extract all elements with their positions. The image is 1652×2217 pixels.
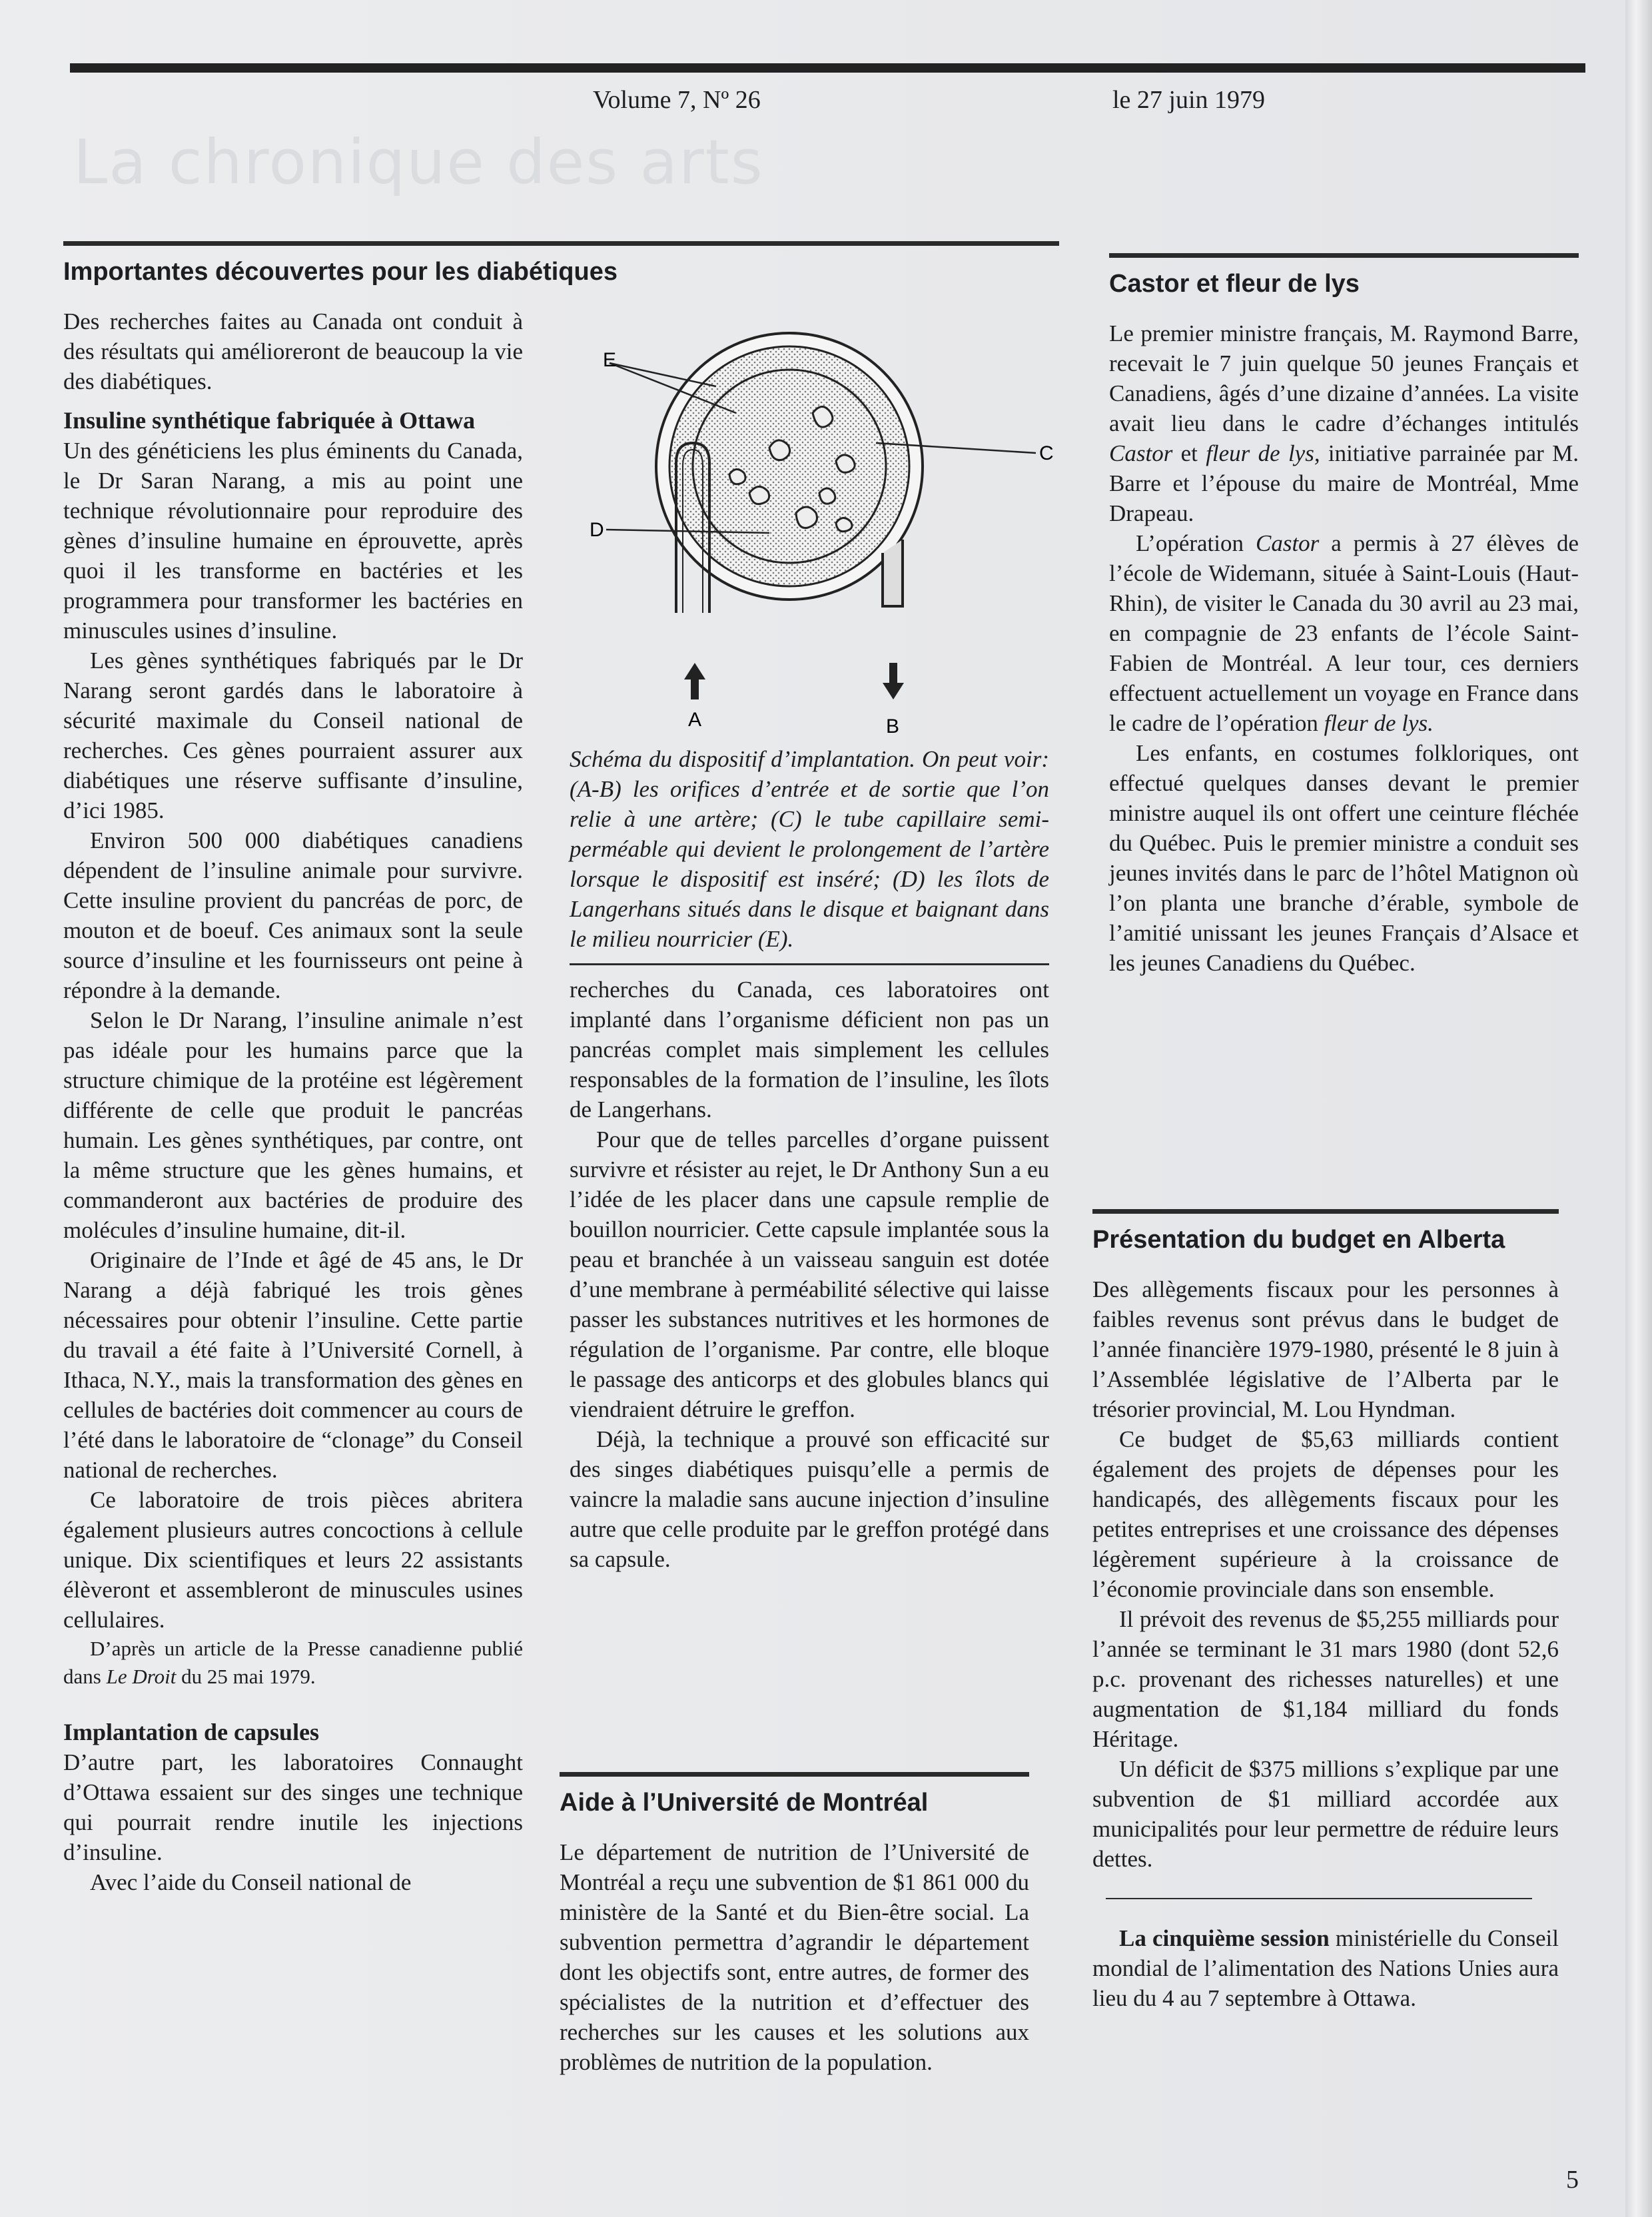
issue-date: le 27 juin 1979 xyxy=(1112,86,1266,114)
paragraph xyxy=(1109,318,1579,528)
masthead-rule xyxy=(70,63,1585,73)
paragraph: recherches du Canada, ces laboratoires ont implanté dans l’organisme déficient non pas un pancréas complet mais simplement les cellules responsables de la formation de l’insuline, les îlots de Langerhans. xyxy=(570,977,1049,1122)
article-title-alberta: Présentation du budget en Alberta xyxy=(1092,1226,1505,1254)
figure-caption: Schéma du dispositif d’implantation. On peut voir: (A-B) les orifices d’entrée et de sortie que l’on relie à une artère; (C) le tube capillaire semi-perméable qui devient le prolongement de l’artère lorsque le dispositif est inséré; (D) les îlots de Langerhans situés dans le disque et baignant dans le milieu nourricier (E). xyxy=(570,746,1049,952)
article-rule xyxy=(560,1772,1029,1777)
article-castor xyxy=(1109,253,1579,978)
issue-volume: Volume 7, Nº 26 xyxy=(593,86,761,114)
paragraph: Déjà, la technique a prouvé son efficacité sur des singes diabétiques puisqu’elle a permis de vaincre la maladie sans aucune injection d’insuline autre que celle produite par le greffon protégé dans sa capsule. xyxy=(570,1426,1049,1572)
text-run: ministérielle du Conseil mondial de l’alimentation des Nations Unies aura lieu du 4 au 7 septembre à Ottawa. xyxy=(1092,1925,1559,2011)
inlet-arrow-icon xyxy=(684,663,705,699)
bold-lead: La cinquième session xyxy=(1119,1925,1330,1951)
article-title-montreal: Aide à l’Université de Montréal xyxy=(560,1789,929,1817)
outlet-arrow-icon xyxy=(883,663,904,699)
paragraph: Il prévoit des revenus de $5,255 milliards pour l’année se terminant le 31 mars 1980 (dont 52,6 p.c. provenant des richesses naturelles) et une augmentation de $1,184 milliard du fonds Héritage. xyxy=(1092,1606,1559,1752)
capsule-disc xyxy=(693,370,886,563)
page-edge xyxy=(1625,0,1652,2217)
label-d: D xyxy=(590,519,604,541)
separator-rule xyxy=(1106,1898,1532,1899)
paragraph: Ce budget de $5,63 milliards contient également des projets de dépenses pour les handicapés, des allègements fiscaux pour les petites entreprises et une croissance des dépenses légèrement supérieure à la croissance de l’économie provinciale dans son ensemble. xyxy=(1092,1426,1559,1602)
paragraph-fao xyxy=(1092,1923,1559,2013)
subheading-capsules: Implantation de capsules xyxy=(63,1719,320,1745)
implant-diagram xyxy=(570,300,1054,739)
article-alberta xyxy=(1092,1209,1559,2013)
paragraph: Le département de nutrition de l’Université de Montréal a reçu une subvention de $1 861 000 du ministère de la Santé et du Bien-être social. La subvention permettra d’agrandir le département dont les objectifs sont, entre autres, de former des spécialistes de la nutrition et d’effectuer des recherches sur les causes et les solutions aux problèmes de nutrition de la population. xyxy=(560,1839,1029,2075)
text-run: et xyxy=(1172,440,1206,466)
text-run: a permis à 27 élèves de l’école de Widemann, située à Saint-Louis (Haut-Rhin), de visiter le Canada du 30 avril au 23 mai, en compagnie de 23 enfants de l’école Saint-Fabien de Montréal. A leur tour, ces derniers effectuent actuellement un voyage en France dans le cadre de l’opération xyxy=(1109,530,1579,736)
italic-castor: Castor xyxy=(1109,440,1173,466)
caption-rule xyxy=(570,963,1049,965)
article-montreal xyxy=(560,1772,1029,2077)
paragraph xyxy=(1109,528,1579,738)
italic-fleur: fleur de lys. xyxy=(1324,710,1434,736)
text-run: L’opération xyxy=(1136,530,1256,556)
article-title-castor: Castor et fleur de lys xyxy=(1109,270,1360,298)
paragraph: Selon le Dr Narang, l’insuline animale n’est pas idéale pour les humains parce que la structure chimique de la protéine est légèrement différente de celle que produit le pancréas humain. Les gènes synthétiques, par contre, ont la même structure que les gènes humains, et commanderont aux bactéries de produire des molécules d’insuline humaine, dit-il. xyxy=(63,1007,523,1243)
paragraph: Les enfants, en costumes folkloriques, ont effectué quelques danses devant le premier ministre auquel ils ont offert une ceinture fléchée du Québec. Puis le premier ministre a conduit ses jeunes invités dans le parc de l’hôtel Matignon où l’on planta une branche d’érable, symbole de l’amitié unissant les jeunes Français d’Alsace et les jeunes Canadiens du Québec. xyxy=(1109,740,1579,976)
paragraph: Environ 500 000 diabétiques canadiens dépendent de l’insuline animale pour survivre. Cette insuline provient du pancréas de porc, de mouton et de boeuf. Ces animaux sont la seule source d’insuline et les fournisseurs ont peine à répondre à la demande. xyxy=(63,827,523,1003)
column-left xyxy=(63,241,618,1897)
show-through-title: La chronique des arts xyxy=(73,127,764,198)
label-a: A xyxy=(688,709,702,731)
article-rule xyxy=(1092,1209,1559,1214)
paragraph: D’autre part, les laboratoires Connaught d’Ottawa essaient sur des singes une technique qui pourrait rendre inutile les injections d’insuline. xyxy=(63,1749,523,1865)
paragraph: Avec l’aide du Conseil national de xyxy=(90,1869,412,1895)
article-title-diabetes: Importantes découvertes pour les diabétiques xyxy=(63,258,618,286)
text-run: Le premier ministre français, M. Raymond Barre, recevait le 7 juin quelque 50 jeunes Français et Canadiens, âgés d’une dizaine d’années. La visite avait lieu dans le cadre d’échanges intitulés xyxy=(1109,320,1579,436)
page-number: 5 xyxy=(1566,2166,1579,2194)
label-b: B xyxy=(886,715,900,737)
paragraph: Des allègements fiscaux pour les personnes à faibles revenus sont prévus dans le budget de l’année financière 1979-1980, présenté le 8 juin à l’Assemblée législative de l’Alberta par le trésorier provincial, M. Lou Hyndman. xyxy=(1092,1276,1559,1422)
paragraph: Un déficit de $375 millions s’explique par une subvention de $1 milliard accordée aux municipalités pour leur permettre de réduire leurs dettes. xyxy=(1092,1756,1559,1872)
source-text: du 25 mai 1979. xyxy=(176,1665,316,1688)
label-e: E xyxy=(603,349,617,371)
article-rule xyxy=(1109,253,1579,258)
text-run: initiative parrainée par M. Barre et l’épouse du maire de Montréal, Mme Drapeau. xyxy=(1109,440,1579,526)
source-text: D’après un article de la Presse canadienne publié dans xyxy=(63,1637,523,1688)
article-intro: Des recherches faites au Canada ont conduit à des résultats qui amélioreront de beaucoup la vie des diabétiques. xyxy=(63,308,523,394)
paragraph: Originaire de l’Inde et âgé de 45 ans, le Dr Narang a déjà fabriqué les trois gènes nécessaires pour obtenir l’insuline. Cette partie du travail a été faite à l’Université Cornell, à Ithaca, N.Y., mais la transformation des gènes en cellules de bactéries doit commencer au cours de l’été dans le laboratoire de “clonage” du Conseil national de recherches. xyxy=(63,1247,523,1483)
article-rule xyxy=(63,241,1059,246)
article-source xyxy=(63,1635,523,1691)
column-middle xyxy=(570,300,1054,1574)
italic-castor: Castor xyxy=(1255,530,1320,556)
paragraph: Un des généticiens les plus éminents du Canada, le Dr Saran Narang, a mis au point une technique révolutionnaire pour reproduire des gènes d’insuline humaine en éprouvette, après quoi il les transforme en bactéries et les programmera pour transformer les bactéries en minuscules usines d’insuline. xyxy=(63,438,523,644)
paragraph: Pour que de telles parcelles d’organe puissent survivre et résister au rejet, le Dr Anthony Sun a eu l’idée de les placer dans une capsule remplie de bouillon nourricier. Cette capsule implantée sous la peau et branchée à un vaisseau sanguin est dotée d’une membrane à perméabilité sélective qui laisse passer les substances nutritives et les hormones de régulation de l’organisme. Par contre, elle bloque le passage des anticorps et des globules blancs qui viendraient détruire le greffon. xyxy=(570,1126,1049,1422)
subheading-insuline: Insuline synthétique fabriquée à Ottawa xyxy=(63,407,476,434)
italic-fleur: fleur de lys, xyxy=(1206,440,1320,466)
paragraph: Ce laboratoire de trois pièces abritera également plusieurs autres concoctions à cellule unique. Dix scientifiques et leurs 22 assistants élèveront et assembleront de minuscules usines cellulaires. xyxy=(63,1487,523,1633)
label-c: C xyxy=(1039,442,1054,464)
source-journal: Le Droit xyxy=(106,1665,177,1688)
paragraph: Les gènes synthétiques fabriqués par le Dr Narang seront gardés dans le laboratoire à sécurité maximale du Conseil national de recherches. Ces gènes pourraient assurer aux diabétiques une réserve suffisante d’insuline, d’ici 1985. xyxy=(63,648,523,823)
